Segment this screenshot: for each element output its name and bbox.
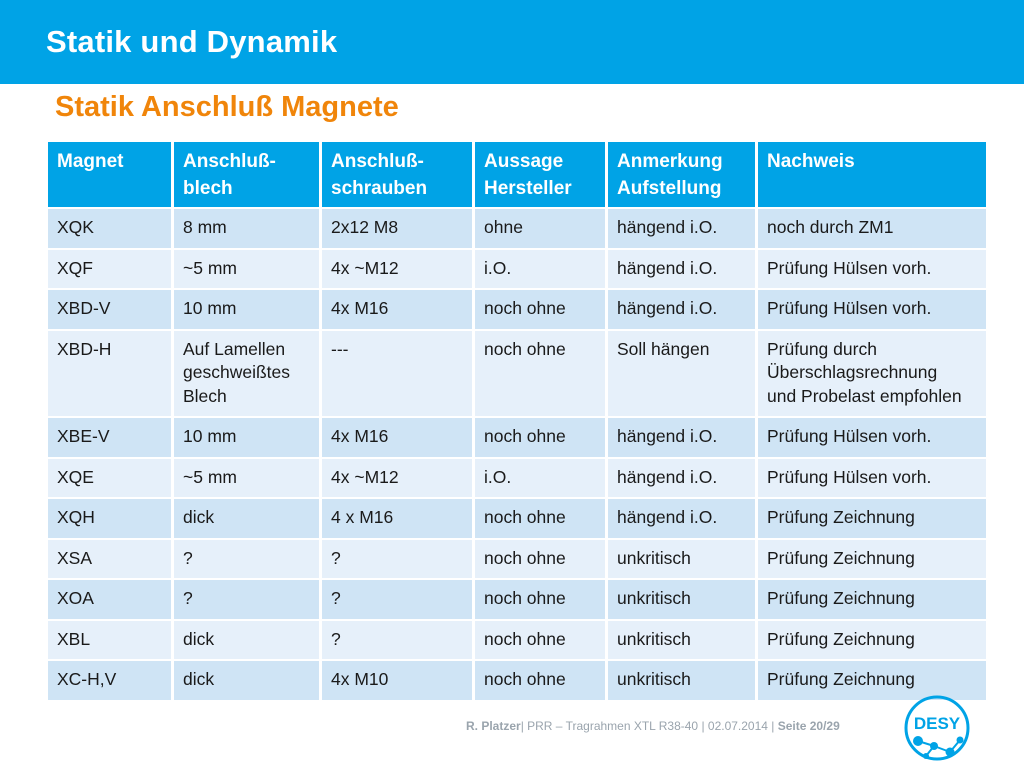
cell-line: XQE [57,466,94,487]
cell-line: Prüfung Hülsen vorh. [767,257,932,278]
cell-line: Prüfung Zeichnung [767,507,915,527]
cell-line: ? [331,588,341,608]
table-row [48,331,986,417]
header-line: Magnet [57,151,124,172]
cell-line: noch ohne [484,507,566,527]
cell-line: 4x M16 [331,426,389,446]
table-header-row [48,142,986,207]
table-cell [758,540,986,579]
cell-line: 4x M16 [331,298,389,318]
table-cell [174,418,319,457]
footer-author: R. Platzer [466,719,521,733]
table-cell [174,290,319,329]
table-cell [48,661,171,700]
cell-line: Prüfung Zeichnung [767,588,915,608]
table-body [48,209,986,700]
slide-subtitle: Statik Anschluß Magnete [55,91,399,123]
header-line: Anmerkung [617,151,723,172]
cell-line: unkritisch [617,628,691,649]
table-cell [322,290,472,329]
cell-line: Prüfung durch [767,338,877,359]
table-cell [322,580,472,619]
cell-line: dick [183,669,215,689]
footer [466,719,840,733]
table-cell [475,250,605,289]
header-line: schrauben [331,178,428,199]
cell-line: i.O. [484,257,512,278]
table-cell [174,459,319,498]
cell-line: ? [183,588,193,608]
cell-line: ? [331,547,341,568]
table-cell [48,540,171,579]
cell-line: unkritisch [617,669,691,689]
cell-line: hängend i.O. [617,507,718,527]
table-cell [758,250,986,289]
table-cell [174,250,319,289]
table-row [48,418,986,457]
table-cell [608,661,755,700]
column-header-aussage-hersteller [475,142,605,207]
table-cell [758,621,986,660]
cell-line: Soll hängen [617,338,710,359]
table-cell [475,290,605,329]
cell-line: XBL [57,628,91,649]
cell-line: XQF [57,257,93,278]
cell-line: XOA [57,588,94,608]
cell-line: Prüfung Zeichnung [767,547,915,568]
cell-line: noch ohne [484,628,566,649]
column-header-anschlussschrauben [322,142,472,207]
table-row [48,499,986,538]
table-cell [758,331,986,417]
cell-line: hängend i.O. [617,426,718,446]
cell-line: Prüfung Zeichnung [767,669,915,689]
table-cell [608,209,755,248]
header-line: Anschluß- [331,151,424,172]
cell-line: XC-H,V [57,669,117,689]
cell-line: 10 mm [183,298,237,318]
cell-line: dick [183,507,215,527]
desy-logo-text: DESY [913,714,961,733]
cell-line: noch ohne [484,338,566,359]
table-cell [174,209,319,248]
table-row [48,250,986,289]
table-row [48,459,986,498]
cell-line: noch ohne [484,547,566,568]
table-cell [322,250,472,289]
table-cell [758,418,986,457]
cell-line: Überschlagsrechnung [767,362,938,382]
header-line: Aufstellung [617,178,722,199]
table-cell [475,331,605,417]
cell-line: XBD-V [57,298,111,318]
table-cell [48,331,171,417]
cell-line: 4x ~M12 [331,257,399,278]
table-cell [322,540,472,579]
table-cell [475,540,605,579]
table-row [48,290,986,329]
cell-line: ~5 mm [183,466,237,487]
cell-line: unkritisch [617,547,691,568]
header-line: Anschluß- [183,151,276,172]
cell-line: dick [183,628,215,649]
cell-line: XQH [57,507,95,527]
cell-line: unkritisch [617,588,691,608]
cell-line: ~5 mm [183,257,237,278]
table-cell [174,499,319,538]
cell-line: XSA [57,547,93,568]
table-cell [475,661,605,700]
header-line: blech [183,178,233,199]
table-cell [758,499,986,538]
table-cell [608,290,755,329]
cell-line: 4x ~M12 [331,466,399,487]
table-cell [48,250,171,289]
column-header-nachweis [758,142,986,207]
table-cell [174,540,319,579]
cell-line: Prüfung Hülsen vorh. [767,426,932,446]
table-cell [322,459,472,498]
table-cell [608,499,755,538]
cell-line: ohne [484,217,523,237]
cell-line: 2x12 M8 [331,217,399,237]
cell-line: Prüfung Zeichnung [767,628,915,649]
table-cell [322,661,472,700]
table-cell [475,418,605,457]
cell-line: Prüfung Hülsen vorh. [767,466,932,487]
column-header-anmerkung-aufstellung [608,142,755,207]
cell-line: noch durch ZM1 [767,217,894,237]
cell-line: hängend i.O. [617,217,718,237]
table-cell [608,331,755,417]
table-cell [322,209,472,248]
cell-line: 8 mm [183,217,227,237]
cell-line: geschweißtes [183,362,290,382]
table-cell [608,621,755,660]
table-cell [608,418,755,457]
table-cell [758,209,986,248]
footer-title: | PRR – Tragrahmen XTL R38-40 | 02.07.2014 | [520,719,778,733]
table-cell [174,621,319,660]
table-cell [48,418,171,457]
cell-line: noch ohne [484,298,566,318]
table-cell [758,580,986,619]
cell-line: hängend i.O. [617,298,718,318]
table-cell [174,331,319,417]
header-line: Hersteller [484,178,572,199]
table-cell [48,209,171,248]
cell-line: 4x M10 [331,669,389,689]
cell-line: i.O. [484,466,512,487]
table-cell [174,661,319,700]
table-row [48,621,986,660]
header-line: Aussage [484,151,564,172]
table-cell [608,580,755,619]
table-row [48,580,986,619]
cell-line: ? [183,547,193,568]
cell-line: und Probelast empfohlen [767,385,962,406]
cell-line: hängend i.O. [617,257,718,278]
table-cell [475,621,605,660]
column-header-anschlussblech [174,142,319,207]
table-cell [608,250,755,289]
cell-line: Prüfung Hülsen vorh. [767,298,932,318]
cell-line: XQK [57,217,94,237]
table-cell [322,418,472,457]
cell-line: 4 x M16 [331,507,394,527]
table-cell [48,290,171,329]
cell-line: Auf Lamellen [183,338,286,359]
table-cell [322,331,472,417]
table-cell [48,621,171,660]
table-row [48,661,986,700]
table-row [48,540,986,579]
table-cell [48,580,171,619]
table-cell [475,209,605,248]
table-cell [758,459,986,498]
table-cell [475,459,605,498]
cell-line: Blech [183,385,227,406]
slide-title: Statik und Dynamik [46,24,338,59]
header-line: Nachweis [767,151,855,172]
table-row [48,209,986,248]
desy-logo [900,694,980,764]
table-cell [608,540,755,579]
cell-line: --- [331,338,349,359]
table-cell [322,621,472,660]
table-cell [174,580,319,619]
cell-line: 10 mm [183,426,237,446]
footer-page-number: Seite 20/29 [777,719,840,733]
column-header-magnet [48,142,171,207]
table-cell [475,580,605,619]
cell-line: ? [331,628,341,649]
table-cell [322,499,472,538]
cell-line: noch ohne [484,426,566,446]
table-cell [48,499,171,538]
table-cell [48,459,171,498]
cell-line: XBD-H [57,338,112,359]
table-cell [475,499,605,538]
cell-line: XBE-V [57,426,110,446]
cell-line: hängend i.O. [617,466,718,487]
table-cell [758,290,986,329]
cell-line: noch ohne [484,588,566,608]
table-cell [608,459,755,498]
cell-line: noch ohne [484,669,566,689]
magnet-table [45,140,989,702]
